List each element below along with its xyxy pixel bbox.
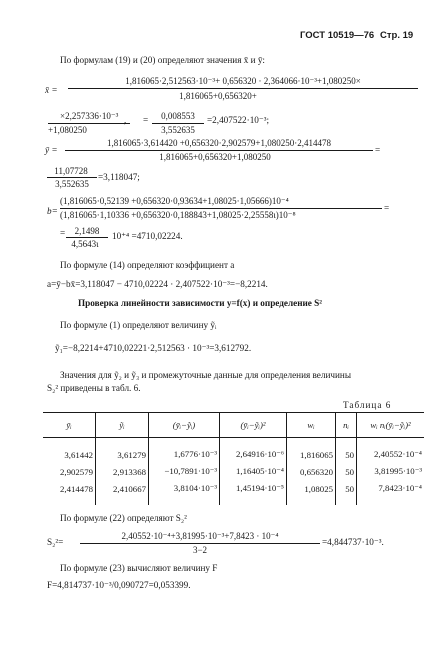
xbar-denominator-3: 3,552635 [161, 125, 195, 135]
a-equation: a=ȳ−bx̄=3,118047 − 4710,02224 · 2,407522·10⁻³=−8,2214. [47, 279, 268, 289]
table-cell: −10,7891·10⁻³ [149, 463, 220, 480]
fraction-bar [60, 208, 382, 209]
table-caption: Таблица 6 [343, 400, 392, 410]
fraction-bar [68, 88, 418, 89]
formula-23-text: По формуле (23) вычисляют величину F [60, 563, 218, 573]
fraction-bar [152, 123, 204, 124]
fraction-bar [47, 177, 97, 178]
paragraph-line-1: Значения для ỹ₂ и ỹ₃ и промежуточные данные для определения величины [60, 370, 352, 380]
page-number: Стр. 19 [380, 30, 414, 41]
s2-numerator: 2,40552·10⁻⁴+3,81995·10⁻³+7,8423 · 10⁻⁴ [121, 531, 279, 541]
table-row [43, 438, 424, 464]
ybar-lhs: ȳ = [45, 145, 58, 155]
formula-1-text: По формуле (1) определяют величину ỹᵢ [60, 320, 217, 330]
equals: = [384, 203, 390, 213]
xbar-denominator-1: 1,816065+0,656320+ [179, 91, 257, 101]
column-header: (ȳᵢ−ỹᵢ) [149, 413, 220, 438]
xbar-denominator-2: +1,080250 [48, 125, 87, 135]
table-cell: 2,410667 [96, 480, 149, 505]
table-cell: 3,61279 [96, 438, 149, 464]
comma: , [124, 115, 127, 125]
table-cell: 2,902579 [60, 466, 93, 477]
table-cell: 3,81995·10⁻³ [357, 463, 425, 480]
equals: = [375, 145, 381, 155]
xbar-result: =2,407522·10⁻³; [207, 115, 270, 125]
table-cell: 1,6776·10⁻³ [149, 438, 220, 464]
column-header: nᵢ [336, 413, 357, 438]
table-cell: 3,8104·10⁻³ [149, 480, 220, 505]
table-cell: 50 [336, 463, 357, 480]
column-header: ỹᵢ [96, 413, 149, 438]
table-row [43, 463, 424, 480]
ybar-denominator-1: 1,816065+0,656320+1,080250 [159, 152, 271, 162]
equals: = [143, 115, 149, 125]
table-cell: 2,913368 [96, 463, 149, 480]
intro-text: По формулам (19) и (20) определяют значения x̄ и ȳ: [60, 55, 265, 65]
b-numerator-1: (1,816065·0,52139 +0,656320·0,93634+1,08025·1,05666)10⁻⁴ [60, 196, 289, 206]
b-lhs: b= [47, 206, 58, 216]
xbar-numerator-2: ×2,257336·10⁻³ [60, 111, 119, 121]
table-cell: 1,08025 [287, 480, 336, 505]
column-header: ȳᵢ [43, 413, 96, 438]
table-cell: 50 [336, 480, 357, 505]
table-cell: 2,64916·10⁻⁶ [220, 438, 287, 464]
ybar-numerator-1: 1,816065·3,614420 +0,656320·2,902579+1,080250·2,414478 [107, 138, 331, 148]
column-header: (ȳᵢ−ỹᵢ)² [220, 413, 287, 438]
equals: = [60, 228, 66, 238]
b-denominator-2: 4,5643ι [71, 239, 99, 249]
ybar-denominator-2: 3,552635 [55, 179, 89, 189]
table-cell: 3,61442 [64, 449, 93, 460]
xbar-numerator-3: 0,008553 [161, 111, 195, 121]
section-title: Проверка линейности зависимости y=f(x) и определение S² [78, 298, 323, 308]
table-cell: 0,656320 [287, 463, 336, 480]
fraction-bar [80, 543, 320, 544]
b-result: 10⁺⁴ =4710,02224. [112, 231, 183, 241]
formula-22-text: По формуле (22) определяют S₂² [60, 513, 187, 523]
column-header: wᵢ [287, 413, 336, 438]
table-row [43, 480, 424, 505]
xbar-lhs: x̄ = [45, 85, 58, 95]
table-cell: 1,816065 [287, 438, 336, 464]
standard-number: ГОСТ 10519—76 [300, 30, 375, 41]
table-6 [43, 412, 424, 505]
formula-14-text: По формуле (14) определяют коэффициент a [60, 260, 235, 270]
table-cell: 50 [336, 438, 357, 464]
paragraph-line-2: S₂² приведены в табл. 6. [47, 383, 141, 393]
table-cell: 1,45194·10⁻⁵ [220, 480, 287, 505]
f-equation: F=4,814737·10⁻³/0,090727=0,053399. [47, 580, 191, 590]
fraction-bar [48, 123, 130, 124]
s2-result: =4,844737·10⁻³. [322, 537, 384, 547]
y1-equation: ỹ₁=−8,2214+4710,02221·2,512563 · 10⁻³=3,612792. [55, 343, 252, 353]
s2-denominator: 3−2 [192, 545, 208, 555]
b-denominator-1: (1,816065·1,10336 +0,656320·0,188843+1,08025·2,25558ι)10⁻⁸ [60, 210, 296, 220]
table-cell: 2,414478 [60, 483, 93, 494]
b-numerator-2: 2,1498 [74, 226, 100, 236]
fraction-bar [66, 237, 108, 238]
fraction-bar [65, 150, 373, 151]
s2-lhs: S₂²= [47, 537, 64, 547]
table-header-row [43, 413, 424, 438]
table-cell: 2,40552·10⁻⁴ [357, 438, 425, 464]
ybar-result: =3,118047; [98, 172, 140, 182]
table-cell: 1,16405·10⁻⁴ [220, 463, 287, 480]
ybar-numerator-2: 11,07728 [54, 166, 88, 176]
column-header: wᵢ nᵢ(ȳᵢ−ỹᵢ)² [357, 413, 425, 438]
xbar-numerator-1: 1,816065·2,512563·10⁻³+ 0,656320 · 2,364066·10⁻³+1,080250× [125, 76, 361, 86]
table-cell: 7,8423·10⁻⁴ [357, 480, 425, 505]
